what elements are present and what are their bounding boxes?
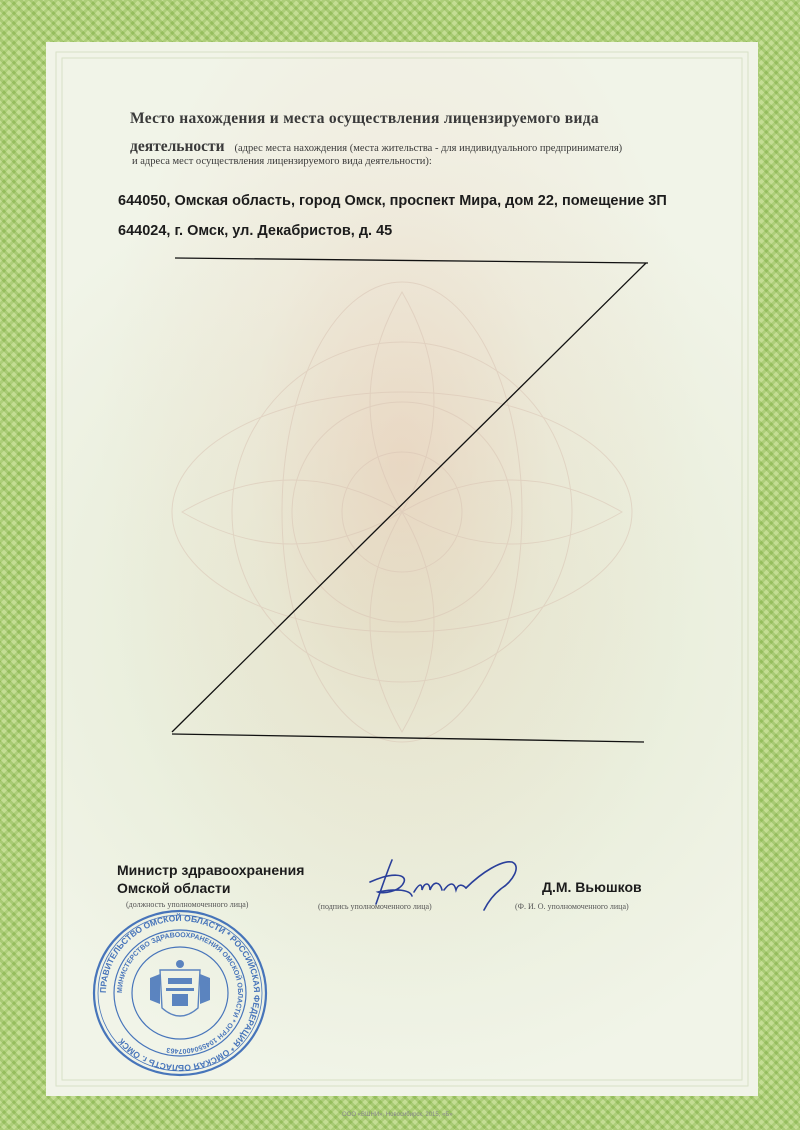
- caption-name: (Ф. И. О. уполномоченного лица): [515, 902, 629, 911]
- signatory-position-line2: Омской области: [117, 880, 231, 896]
- signatory-name: Д.М. Вьюшков: [542, 879, 642, 895]
- heading-note-cont: и адреса мест осуществления лицензируемого вида деятельности):: [132, 156, 432, 167]
- svg-text:ПРАВИТЕЛЬСТВО ОМСКОЙ ОБЛАСТИ *: ПРАВИТЕЛЬСТВО ОМСКОЙ ОБЛАСТИ * РОССИЙСКАЯ ФЕДЕРАЦИЯ * ОМСКАЯ ОБЛАСТЬ г. ОМСК: [97, 912, 263, 1074]
- address-1: 644050, Омская область, город Омск, проспект Мира, дом 22, помещение 3П: [118, 193, 667, 209]
- z-strikeout-mark: [160, 250, 660, 750]
- print-footer: ООО «ВШНИ», Новосибирск, 2015, «Б»: [342, 1112, 453, 1118]
- caption-position: (должность уполномоченного лица): [126, 900, 249, 909]
- official-seal-stamp: [88, 908, 273, 1078]
- svg-text:МИНИСТЕРСТВО ЗДРАВООХРАНЕНИЯ О: МИНИСТЕРСТВО ЗДРАВООХРАНЕНИЯ ОМСКОЙ ОБЛАСТИ * ОГРН 1045504007463: [116, 931, 244, 1055]
- signatory-position-line1: Министр здравоохранения: [117, 862, 305, 878]
- address-2: 644024, г. Омск, ул. Декабристов, д. 45: [118, 223, 393, 239]
- section-heading: Место нахождения и места осуществления лицензируемого вида: [130, 110, 599, 127]
- section-heading-cont: [130, 138, 622, 156]
- heading-note: (адрес места нахождения (места жительства - для индивидуального предпринимателя): [234, 143, 623, 154]
- heading-main: деятельности: [130, 138, 225, 155]
- caption-signature: (подпись уполномоченного лица): [318, 902, 432, 911]
